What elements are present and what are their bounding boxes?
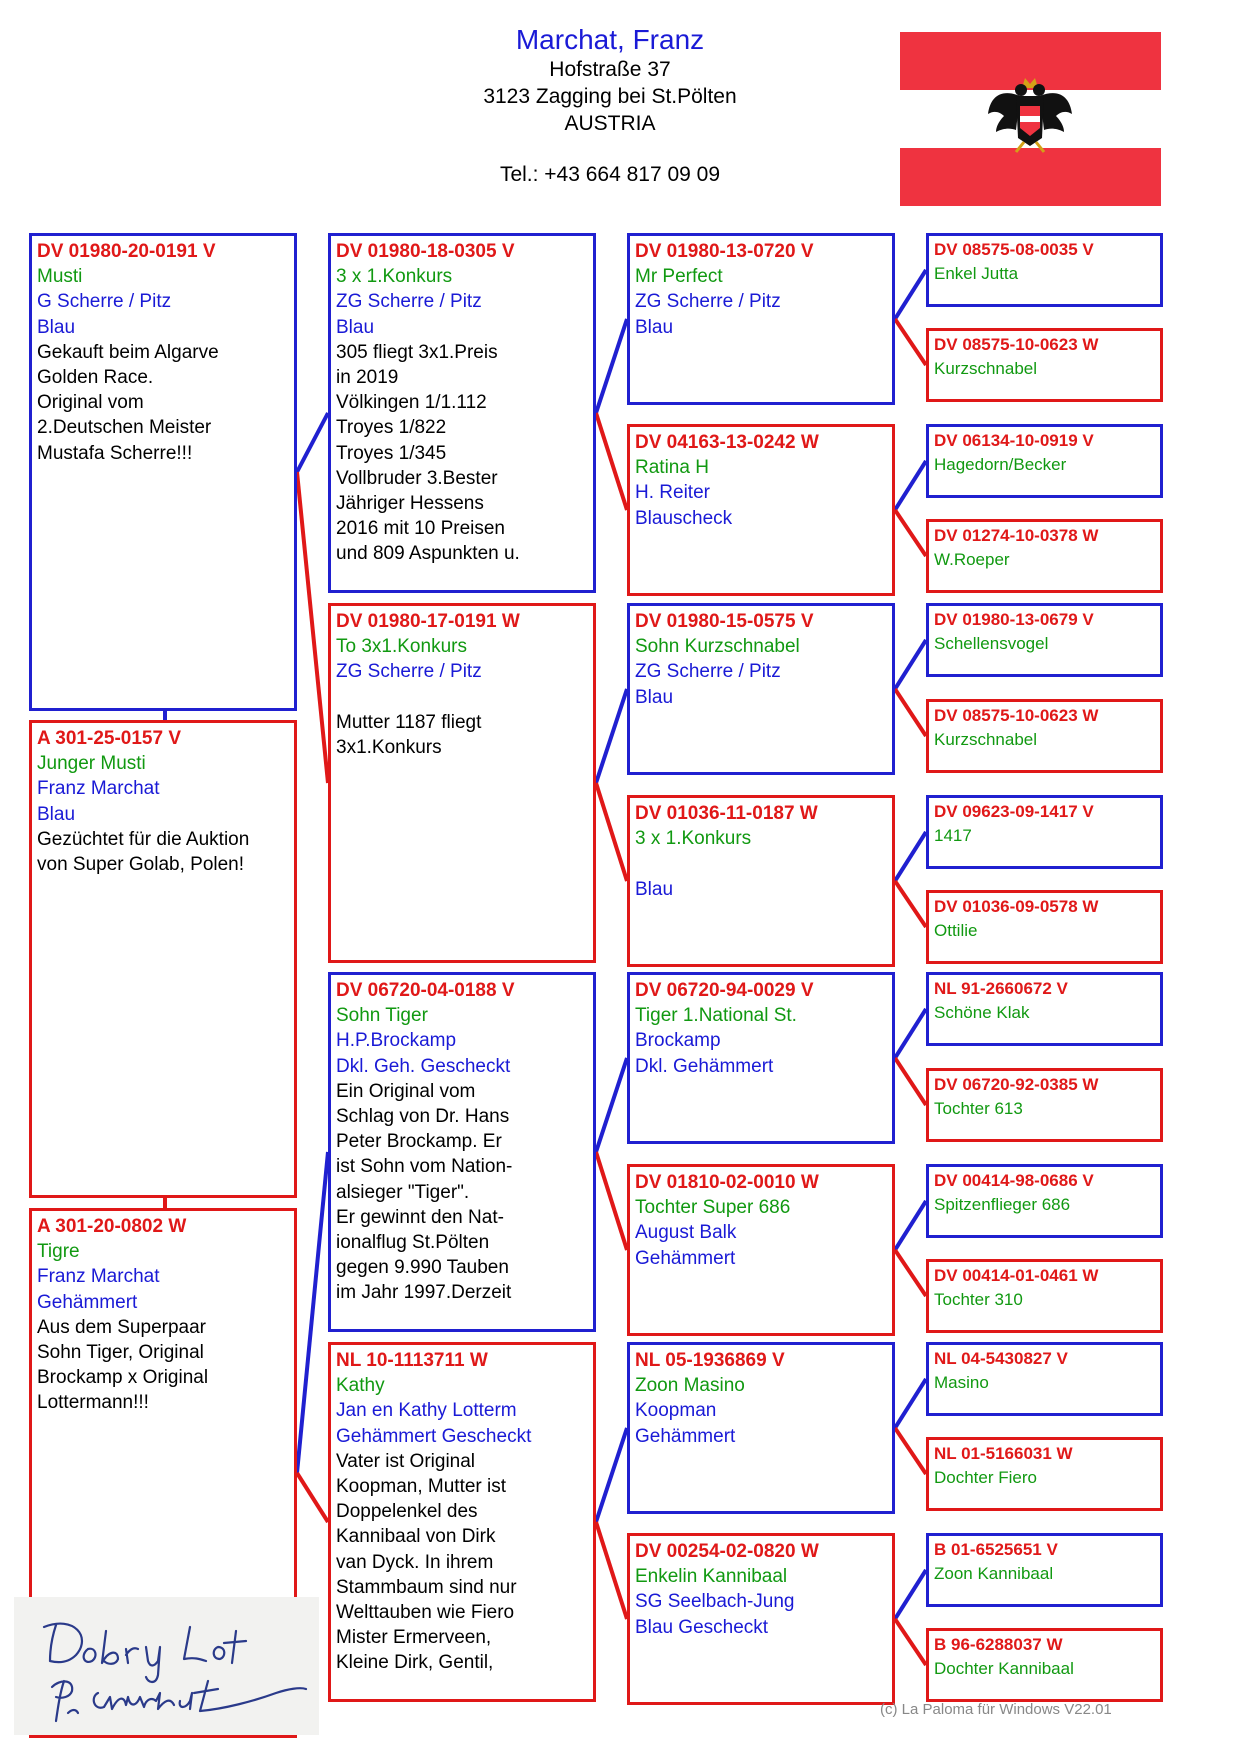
great-grandparent-box (627, 1533, 895, 1705)
great-great-grandparent-box (926, 699, 1163, 773)
note-line: 305 fliegt 3x1.Preis (336, 341, 498, 363)
great-great-grandparent-box (926, 328, 1163, 402)
note-line: 2016 mit 10 Preisen (336, 518, 505, 540)
great-great-grandparent-box (926, 1533, 1163, 1607)
subject-pigeon-box (29, 720, 297, 1198)
note-line: Mutter 1187 fliegt (336, 711, 482, 733)
plumage-color: Blau (37, 316, 76, 338)
pigeon-name: Tochter 310 (934, 1289, 1023, 1309)
note-line: Koopman, Mutter ist (336, 1476, 507, 1498)
pigeon-name: Tigre (37, 1241, 80, 1263)
note-line: im Jahr 1997.Derzeit (336, 1282, 512, 1304)
note-line: Er gewinnt den Nat- (336, 1206, 504, 1228)
pigeon-name: Ratina H (635, 457, 709, 479)
breeder-name (635, 851, 887, 876)
note-line: Aus dem Superpaar (37, 1316, 206, 1338)
ring-number: A 301-20-0802 W (37, 1216, 187, 1237)
breeder-name: H.P.Brockamp (336, 1030, 457, 1052)
plumage-color: Gehämmert Gescheckt (336, 1425, 532, 1447)
note-line: 3x1.Konkurs (336, 737, 442, 759)
connector-line (596, 1152, 627, 1250)
owner-phone: Tel.: +43 664 817 09 09 (499, 163, 721, 186)
connector-line (297, 1152, 328, 1473)
note-line: Mustafa Scherre!!! (37, 442, 193, 464)
connector-line (895, 1250, 926, 1296)
note-line: Welttauben wie Fiero (336, 1602, 515, 1624)
note-line: Lottermann!!! (37, 1392, 149, 1414)
ring-number: DV 09623-09-1417 V (934, 802, 1094, 821)
great-great-grandparent-box (926, 519, 1163, 593)
note-line: Kleine Dirk, Gentil, (336, 1652, 494, 1674)
ring-number: DV 06720-92-0385 W (934, 1075, 1099, 1094)
great-grandparent-box (627, 972, 895, 1144)
note-line: Peter Brockamp. Er (336, 1131, 502, 1153)
connector-line (895, 461, 926, 510)
owner-name: Marchat, Franz (515, 24, 705, 55)
ring-number: DV 01036-09-0578 W (934, 897, 1099, 916)
pigeon-name: Dochter Fiero (934, 1467, 1037, 1487)
pigeon-name: Enkelin Kannibaal (635, 1566, 788, 1588)
handwritten-signature-icon (14, 1597, 319, 1735)
ring-number: NL 04-5430827 V (934, 1349, 1068, 1368)
great-great-grandparent-box (926, 972, 1163, 1046)
owner-street: Hofstraße 37 (549, 58, 671, 81)
connector-line (895, 1570, 926, 1619)
ring-number: DV 01980-13-0720 V (635, 241, 814, 262)
owner-country: AUSTRIA (564, 112, 656, 135)
plumage-color: Blau Gescheckt (635, 1616, 769, 1638)
note-line: von Super Golab, Polen! (37, 854, 245, 876)
ring-number: DV 06720-94-0029 V (635, 980, 814, 1001)
breeder-name: Koopman (635, 1400, 717, 1422)
ring-number: DV 00254-02-0820 W (635, 1541, 819, 1562)
note-line: Vollbruder 3.Bester (336, 467, 498, 489)
breeder-name: ZG Scherre / Pitz (635, 661, 781, 683)
great-grandparent-box (627, 1164, 895, 1336)
ring-number: DV 01980-13-0679 V (934, 610, 1094, 629)
grandparent-box (328, 972, 596, 1332)
great-great-grandparent-box (926, 233, 1163, 307)
note-line: Gezüchtet für die Auktion (37, 828, 250, 850)
note-line: ionalflug St.Pölten (336, 1232, 490, 1254)
pigeon-name: Masino (934, 1372, 989, 1392)
pigeon-name: Enkel Jutta (934, 263, 1019, 283)
pigeon-name: To 3x1.Konkurs (336, 636, 467, 658)
connector-line (895, 640, 926, 689)
great-great-grandparent-box (926, 1342, 1163, 1416)
breeder-name: ZG Scherre / Pitz (336, 661, 482, 683)
note-line: Stammbaum sind nur (336, 1576, 517, 1598)
owner-city: 3123 Zagging bei St.Pölten (483, 85, 737, 108)
sire-box (29, 233, 297, 711)
note-line: Troyes 1/345 (336, 442, 447, 464)
ring-number: DV 01036-11-0187 W (635, 803, 818, 824)
plumage-color (336, 685, 588, 710)
software-credit: (c) La Paloma für Windows V22.01 (880, 1701, 1112, 1718)
breeder-name: Franz Marchat (37, 778, 160, 800)
connector-line (596, 1522, 627, 1619)
breeder-name: ZG Scherre / Pitz (635, 291, 781, 313)
note-line: Jähriger Hessens (336, 493, 484, 515)
plumage-color: Blauscheck (635, 507, 733, 529)
ring-number: DV 08575-10-0623 W (934, 335, 1099, 354)
great-grandparent-box (627, 233, 895, 405)
plumage-color: Blau (37, 803, 76, 825)
pigeon-name: Kurzschnabel (934, 358, 1038, 378)
connector-line (895, 1379, 926, 1428)
pigeon-name: 3 x 1.Konkurs (635, 828, 752, 850)
great-great-grandparent-box (926, 1259, 1163, 1333)
note-line: Brockamp x Original (37, 1367, 209, 1389)
great-grandparent-box (627, 795, 895, 967)
connector-line (895, 1428, 926, 1474)
connector-line (596, 1058, 627, 1152)
pigeon-name: Tochter 613 (934, 1098, 1023, 1118)
ring-number: DV 01980-20-0191 V (37, 241, 216, 262)
connector-line (895, 832, 926, 881)
connector-line (895, 689, 926, 736)
pigeon-name: Sohn Tiger (336, 1005, 428, 1027)
note-line: Troyes 1/822 (336, 417, 447, 439)
plumage-color: Blau (635, 316, 674, 338)
ring-number: DV 01274-10-0378 W (934, 526, 1099, 545)
note-line: Gekauft beim Algarve (37, 341, 219, 363)
note-line: Original vom (37, 392, 144, 414)
note-line: ist Sohn vom Nation- (336, 1156, 513, 1178)
ring-number: DV 08575-10-0623 W (934, 706, 1099, 725)
breeder-name: H. Reiter (635, 482, 710, 504)
pigeon-name: Schöne Klak (934, 1002, 1030, 1022)
plumage-color: Blau (635, 686, 674, 708)
connector-line (895, 319, 926, 365)
note-line: 2.Deutschen Meister (37, 417, 212, 439)
pigeon-name: 1417 (934, 825, 972, 845)
pigeon-name: 3 x 1.Konkurs (336, 266, 453, 288)
ring-number: NL 05-1936869 V (635, 1350, 785, 1371)
ring-number: DV 06134-10-0919 V (934, 431, 1094, 450)
pigeon-name: Tiger 1.National St. (635, 1005, 797, 1027)
note-line: in 2019 (336, 367, 399, 389)
ring-number: B 96-6288037 W (934, 1635, 1063, 1654)
note-line: van Dyck. In ihrem (336, 1551, 494, 1573)
note-line: und 809 Aspunkten u. (336, 543, 520, 565)
great-great-grandparent-box (926, 1164, 1163, 1238)
connector-line (596, 1428, 627, 1522)
ring-number: B 01-6525651 V (934, 1540, 1058, 1559)
connector-line (895, 510, 926, 556)
plumage-color: Dkl. Geh. Gescheckt (336, 1055, 511, 1077)
breeder-name: SG Seelbach-Jung (635, 1591, 795, 1613)
connector-line (596, 783, 627, 881)
pigeon-name: Zoon Kannibaal (934, 1563, 1054, 1583)
breeder-name: G Scherre / Pitz (37, 291, 172, 313)
great-great-grandparent-box (926, 795, 1163, 869)
connector-line (895, 1619, 926, 1665)
great-great-grandparent-box (926, 424, 1163, 498)
note-line: Vater ist Original (336, 1450, 476, 1472)
connector-line (297, 413, 328, 472)
pigeon-name: Tochter Super 686 (635, 1197, 791, 1219)
connector-line (596, 319, 627, 413)
pigeon-name: Mr Perfect (635, 266, 723, 288)
pigeon-name: Junger Musti (37, 753, 146, 775)
plumage-color: Blau (635, 878, 674, 900)
pigeon-name: Dochter Kannibaal (934, 1658, 1074, 1678)
connector-line (895, 1009, 926, 1058)
connector-line (297, 1473, 328, 1522)
ring-number: DV 00414-01-0461 W (934, 1266, 1099, 1285)
note-line: Kannibaal von Dirk (336, 1526, 496, 1548)
breeder-name: ZG Scherre / Pitz (336, 291, 482, 313)
note-line: Golden Race. (37, 367, 154, 389)
ring-number: DV 01980-17-0191 W (336, 611, 520, 632)
pigeon-name: Kurzschnabel (934, 729, 1038, 749)
plumage-color: Dkl. Gehämmert (635, 1055, 774, 1077)
pigeon-name: Hagedorn/Becker (934, 454, 1067, 474)
great-great-grandparent-box (926, 1068, 1163, 1142)
great-grandparent-box (627, 424, 895, 596)
ring-number: DV 01980-18-0305 V (336, 241, 515, 262)
grandparent-box (328, 603, 596, 963)
connector-line (895, 1201, 926, 1250)
ring-number: DV 04163-13-0242 W (635, 432, 819, 453)
breeder-name: Jan en Kathy Lotterm (336, 1400, 517, 1422)
great-great-grandparent-box (926, 1437, 1163, 1511)
connector-line (895, 1058, 926, 1105)
plumage-color: Gehämmert (635, 1247, 736, 1269)
ring-number: DV 00414-98-0686 V (934, 1171, 1094, 1190)
ring-number: NL 91-2660672 V (934, 979, 1068, 998)
breeder-name: Franz Marchat (37, 1266, 160, 1288)
great-great-grandparent-box (926, 603, 1163, 677)
ring-number: DV 06720-04-0188 V (336, 980, 515, 1001)
great-grandparent-box (627, 603, 895, 775)
note-line: Doppelenkel des (336, 1501, 478, 1523)
note-line: gegen 9.990 Tauben (336, 1257, 509, 1279)
pigeon-name: Ottilie (934, 920, 978, 940)
great-great-grandparent-box (926, 890, 1163, 964)
connector-line (596, 413, 627, 510)
note-line: Völkingen 1/1.112 (336, 392, 487, 414)
plumage-color: Gehämmert (635, 1425, 736, 1447)
note-line: alsieger "Tiger". (336, 1181, 470, 1203)
ring-number: DV 08575-08-0035 V (934, 240, 1094, 259)
connector-line (297, 472, 328, 783)
pigeon-name: Sohn Kurzschnabel (635, 636, 800, 658)
note-line: Ein Original vom (336, 1080, 476, 1102)
ring-number: DV 01980-15-0575 V (635, 611, 814, 632)
great-great-grandparent-box (926, 1628, 1163, 1702)
plumage-color: Blau (336, 316, 375, 338)
ring-number: DV 01810-02-0010 W (635, 1172, 819, 1193)
grandparent-box (328, 1342, 596, 1702)
note-line: Mister Ermerveen, (336, 1627, 492, 1649)
pigeon-name: Kathy (336, 1375, 385, 1397)
grandparent-box (328, 233, 596, 593)
breeder-name: Brockamp (635, 1030, 721, 1052)
pigeon-name: Musti (37, 266, 83, 288)
ring-number: A 301-25-0157 V (37, 728, 182, 749)
great-grandparent-box (627, 1342, 895, 1514)
breeder-name: August Balk (635, 1222, 737, 1244)
ring-number: NL 01-5166031 W (934, 1444, 1073, 1463)
pigeon-name: Schellensvogel (934, 633, 1049, 653)
pigeon-name: Spitzenflieger 686 (934, 1194, 1071, 1214)
plumage-color: Gehämmert (37, 1291, 138, 1313)
ring-number: NL 10-1113711 W (336, 1350, 488, 1371)
connector-line (895, 881, 926, 927)
pigeon-name: W.Roeper (934, 549, 1010, 569)
note-line: Schlag von Dr. Hans (336, 1106, 510, 1128)
pigeon-name: Zoon Masino (635, 1375, 745, 1397)
connector-line (596, 689, 627, 783)
connector-line (895, 270, 926, 319)
note-line: Sohn Tiger, Original (37, 1342, 204, 1364)
